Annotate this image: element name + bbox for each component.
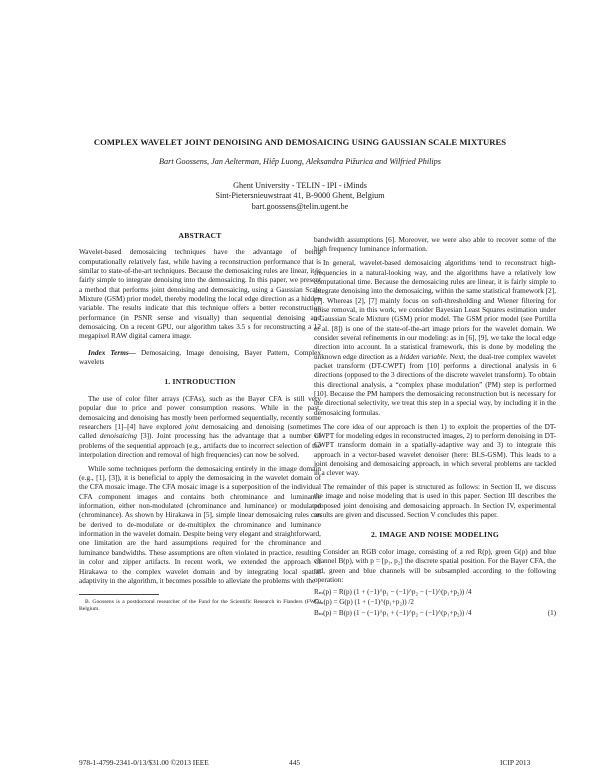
- author-email: bart.goossens@telin.ugent.be: [251, 201, 349, 211]
- equation-green: Gₘ(p) = G(p) (1 + (−1)^(p₁+p₂)) /2: [314, 598, 414, 607]
- equation-blue-text: Bₘ(p) = B(p) (1 − (−1)^p₁ + (−1)^p₂ − (−1)^(p₁+p₂)) /4: [314, 608, 472, 617]
- intro-paragraph-4: [314, 259, 556, 418]
- footer-copyright: 978-1-4799-2341-0/13/$31.00 ©2013 IEEE: [79, 758, 209, 767]
- equation-block: [314, 587, 556, 618]
- index-terms-label: Index Terms—: [88, 348, 136, 357]
- intro-paragraph-3: bandwidth assumptions [6]. Moreover, we were also able to recover some of the high frequency luminance information.: [314, 236, 556, 254]
- affiliation: [0, 181, 600, 212]
- left-column: [79, 231, 321, 614]
- equation-number: (1): [547, 608, 556, 617]
- abstract-heading: ABSTRACT: [178, 231, 222, 240]
- footer-page-number: 445: [289, 758, 301, 767]
- equation-red: Rₘ(p) = R(p) (1 + (−1)^p₁ − (−1)^p₂ − (−1)^(p₁+p₂)) /4: [314, 588, 472, 597]
- right-column: [314, 236, 556, 618]
- intro-p1-emphasis-denoisaicing: denoisaicing: [99, 432, 137, 441]
- equation-blue: [314, 608, 556, 618]
- footnote: B. Goossens is a postdoctoral researcher of the Fund for the Scientific Research in Flanders (FWO) Belgium.: [79, 599, 321, 613]
- intro-p1-text-c: [3]). Joint processing has the advantage that a number of problems of the sequential approach (e.g., artifacts due to incorrect selection of the interpolation direction and removal of high frequencies) can now be solved.: [79, 432, 321, 459]
- index-terms-list: Demosaicing, Image denoising, Bayer Pattern, Complex wavelets: [79, 348, 321, 367]
- intro-p1-text-b: demosaicing and denoising (sometimes called: [79, 422, 321, 441]
- affiliation-address: Sint-Pietersnieuwstraat 41, B-9000 Ghent, Belgium: [215, 191, 385, 201]
- model-paragraph-1: Consider an RGB color image, consisting of a red R(p), green G(p) and blue channel B(p), with p = [p₁, p₂] the discrete spatial position. For the Bayer CFA, the red, green and blue channels will be subsampled according to the following operation:: [314, 547, 556, 584]
- section-2-heading: 2. IMAGE AND NOISE MODELING: [371, 530, 499, 540]
- intro-p1-emphasis-joint: joint: [185, 422, 199, 431]
- intro-paragraph-1: [79, 395, 321, 460]
- intro-paragraph-2: While some techniques perform the demosaicing entirely in the image domain (e.g., [1], [3]), it is beneficial to apply the demosaicing in the wavelet domain of the CFA mosaic image. The CFA mosaic image is a superposition of the individual CFA component images and contains both chrominance and luminance information, either non-modulated (chrominance and luminance) or modulated (chrominance). As shown by Hirakawa in [5], simple linear demosaicing rules can be derived to de-modulate or de-multiplex the chrominance and luminance information in the wavelet domain. Despite being very elegant and straightforward, one limitation are the hard assumptions required for the chrominance and luminance bandwidths. These assumptions are often violated in practice, resulting in color and zipper artifacts. In recent work, we extended the approach of Hirakawa to the complex wavelet domain and by integrating local spatial adaptivity in the algorithm, it becomes possible to alleviate the problems with the: [79, 464, 321, 585]
- paper-title: COMPLEX WAVELET JOINT DENOISING AND DEMOSAICING USING GAUSSIAN SCALE MIXTURES: [93, 137, 507, 147]
- intro-paragraph-5: The core idea of our approach is then 1) to exploit the properties of the DT-CWPT for modeling edges in reconstructed images, 2) to perform denoising in DT-CWPT transform domain in a spatially-adaptive way and 3) to integrate this approach in a vector-based wavelet denoiser (here: BLS-GSM). This leads to a joint denoising and demosaicing approach, in which several problems are tackled in a clever way.: [314, 422, 556, 478]
- section-1-heading: 1. INTRODUCTION: [164, 377, 236, 387]
- intro-p4-emphasis: hidden variable: [399, 352, 446, 361]
- intro-p4-text-a: In general, wavelet-based demosaicing algorithms tend to reconstruct high-frequencies in a natural-looking way, and the algorithms have a relatively low computational time. Because the demosaicing rules are linear, it is fairly simple to integrate denoising into the demosaicing, within the same statistical framework [2], [7]. Whereas [2], [7] mainly focus on soft-thresholding and Wiener filtering for noise removal, in this work, we consider Bayesian Least Squares estimation under a Gaussian Scale Mixture (GSM) prior model. The GSM prior model (see Portilla et al. [8]) is one of the state-of-the-art image priors for the wavelet domain. We consider several refinements in our modeling: as in [6], [9], we take the local edge direction into account. In a statistical framework, this is done by modeling the unknown edge direction as a: [314, 259, 557, 361]
- footnote-rule: [79, 594, 159, 595]
- footer-conference: ICIP 2013: [500, 758, 531, 767]
- author-list: Bart Goossens, Jan Aelterman, Hiêp Luong, Aleksandra Pižurica and Wilfried Philips: [159, 157, 441, 166]
- affiliation-institution: Ghent University - TELIN - IPI - iMinds: [233, 181, 367, 190]
- intro-p4-text-b: . Next, the dual-tree complex wavelet packet transform (DT-CWPT) from [10] performs a directional analysis in 6 directions (opposed to the 3 directions of the discrete wavelet transform). To obtain this directional analysis, a “complex phase modulation” (PM) step is performed [10]. Because the PM hampers the demosaicing reconstruction but is necessary for the directional selectivity, we treat this step in a special way, by including it in the demosaicing formulas.: [314, 352, 556, 417]
- index-terms: [79, 349, 321, 368]
- intro-paragraph-6: The remainder of this paper is structured as follows: in Section II, we discuss the image and noise modeling that is used in this paper. Section III describes the proposed joint denoising and demosaicing approach. In Section IV, experimental results are given and discussed. Section V concludes this paper.: [314, 483, 556, 520]
- abstract-text: Wavelet-based demosaicing techniques have the advantage of being computationally relatively fast, while having a reconstruction performance that is similar to state-of-the-art techniques. Because the demosaicing rules are linear, it is fairly simple to integrate denoising into the demosaicing. In this paper, we present a method that performs joint denoising and demosaicing, using a Gaussian Scale Mixture (GSM) prior model, thereby modeling the local edge direction as a hidden variable. The results indicate that this technique offers a better reconstruction performance (in PSNR sense and visually) than sequential denoising and demosaicing. On a recent GPU, our algorithm takes 3.5 s for reconstructing a 12 megapixel RAW digital camera image.: [79, 248, 321, 341]
- intro-p1-text-a: The use of color filter arrays (CFAs), such as the Bayer CFA is still very popular due to price and power consumption reasons. While in the past, demosaicing and denoising has mostly been performed sequentially, recently some researchers [1]–[4] have explored: [79, 394, 321, 431]
